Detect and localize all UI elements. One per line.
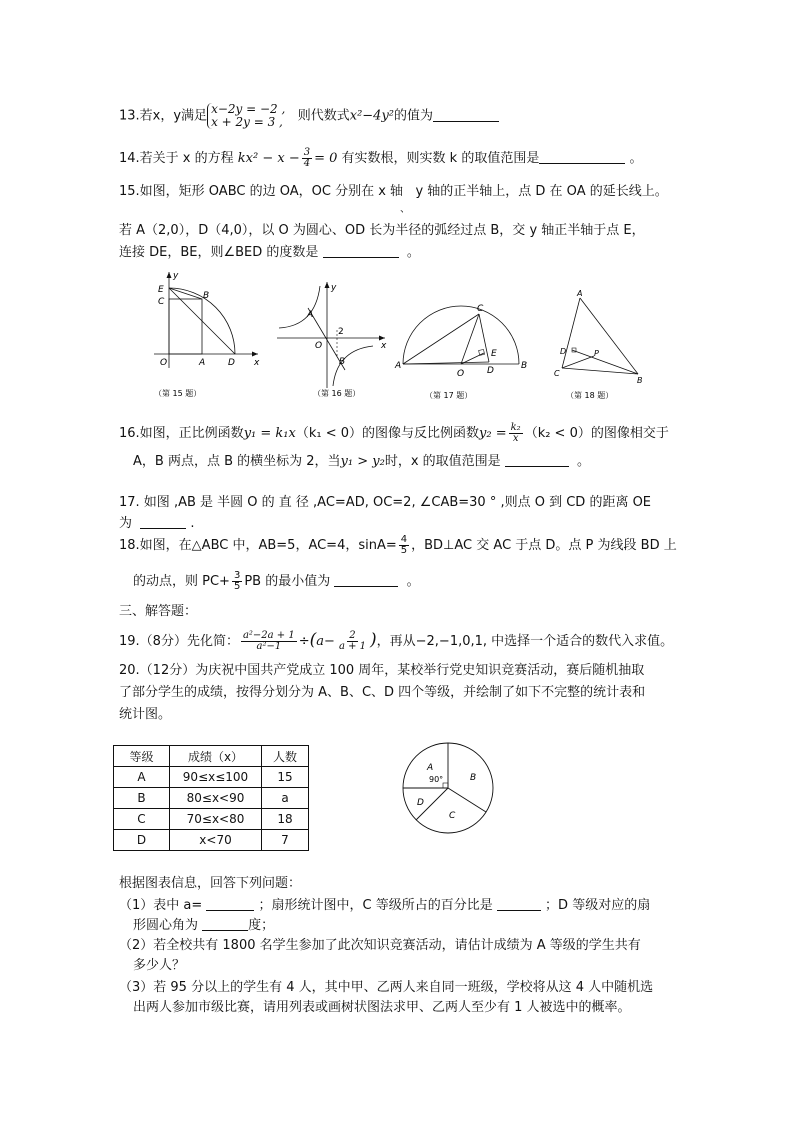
label-O: O — [160, 358, 168, 368]
answer-blank-18[interactable] — [334, 573, 398, 587]
question-14: 14.若关于 x 的方程 kx² − x − $\frac{3}{4}$ = 0 有实数根，则实数 k 的取值范围是 。 — [119, 147, 643, 169]
label-B: B — [637, 376, 643, 385]
question-13: 13.若x，y满足 x−2y = −2 , x + 2y = 3 , 则代数式x²−4y²的值为 — [119, 103, 499, 129]
label-D: D — [487, 366, 494, 376]
answer-blank-17[interactable] — [140, 515, 186, 529]
figure-15 — [148, 268, 266, 408]
side-AB — [580, 298, 638, 374]
label-B: B — [203, 291, 210, 301]
separator-mark: 、 — [400, 204, 410, 215]
question-20: 20.（12分）为庆祝中国共产党成立 100 周年，某校举行党史知识竞赛活动，赛后随机抽取 — [119, 663, 645, 678]
label-A: A — [199, 358, 206, 368]
label-B: B — [339, 357, 346, 367]
caption-15: （第 15 题） — [154, 389, 202, 398]
caption-17: （第 17 题） — [425, 391, 473, 400]
pie-label-D: D — [417, 798, 424, 808]
answer-blank-13[interactable] — [433, 108, 499, 122]
caption-18: （第 18 题） — [566, 391, 614, 400]
sub-question-3: （3）若 95 分以上的学生有 4 人，其中甲、乙两人来自同一班级，学校将从这 4 人中随机选 — [119, 980, 654, 995]
hyperbola-branch-left — [279, 286, 320, 328]
sub-question-1: （1）表中 a= ；扇形统计图中，C 等级所占的百分比是 ；D 等级对应的扇 — [119, 898, 651, 913]
table-row: B 80≤x<90 a — [114, 788, 309, 809]
y-axis-arrow — [325, 282, 330, 288]
table-header-row: 等级 成绩（x） 人数 — [114, 746, 309, 767]
segment-AC — [403, 314, 479, 364]
label-y: y — [331, 283, 337, 293]
answer-blank-d-angle[interactable] — [202, 917, 248, 931]
x-axis-arrow — [252, 352, 258, 357]
table-row: C 70≤x<80 18 — [114, 809, 309, 830]
label-D: D — [228, 358, 235, 368]
question-18: 18.如图，在△ABC 中，AB=5，AC=4，sinA= $\frac{4}{5}$ ，BD⊥AC 交 AC 于点 D。点 P 为线段 BD 上 — [119, 534, 677, 556]
right-angle-mark — [443, 783, 448, 788]
answer-blank-c-percent[interactable] — [497, 897, 541, 911]
label-B: B — [521, 361, 528, 371]
label-2: 2 — [338, 327, 344, 337]
figure-16 — [275, 278, 393, 408]
pie-label-B: B — [470, 773, 477, 783]
label-O: O — [315, 341, 323, 351]
label-P: P — [594, 349, 599, 358]
question-17: 17. 如图 ,AB 是 半圆 O 的 直 径 ,AC=AD, OC=2, ∠CAB=30 ° ,则点 O 到 CD 的距离 OE — [119, 495, 652, 510]
label-C: C — [158, 297, 165, 307]
segment-BD — [572, 350, 638, 374]
answer-blank-a[interactable] — [206, 897, 254, 911]
pie-label-A: A — [427, 763, 434, 773]
question-16: 16.如图，正比例函数y₁ = k₁x（k₁ < 0）的图像与反比例函数y₂ = $\frac{\text{k₂}}{x}$ （k₂ < 0）的图像相交于 — [119, 422, 669, 444]
label-C: C — [477, 304, 484, 314]
side-AC — [562, 298, 580, 368]
grade-table — [113, 745, 309, 851]
label-C: C — [554, 369, 560, 378]
label-y: y — [173, 271, 179, 281]
question-19: 19.（8分）先化简： $\frac{\text{a²−2a + 1}}{\text{a²−1}}$ ÷(a− $\frac{2}{a + 1}$ )，再从−2,−1,0,1, 中选择一个适合的数代入求值。 — [119, 630, 674, 652]
answer-blank-15[interactable] — [323, 244, 399, 258]
table-row: D x<70 7 — [114, 830, 309, 851]
side-BC — [562, 368, 638, 374]
caption-16: （第 16 题） — [313, 389, 361, 398]
label-E: E — [491, 349, 497, 359]
y-axis-arrow — [167, 272, 172, 278]
figure-18 — [548, 286, 658, 408]
label-A: A — [577, 289, 583, 298]
label-D: D — [560, 347, 567, 356]
label-A: A — [307, 310, 314, 320]
equation-system: x−2y = −2 , x + 2y = 3 , — [207, 103, 285, 129]
pie-angle-label: 90° — [429, 775, 444, 784]
table-row: A 90≤x≤100 15 — [114, 767, 309, 788]
label-O: O — [457, 369, 465, 379]
question-15: 15.如图，矩形 OABC 的边 OA，OC 分别在 x 轴 y 轴的正半轴上，点 D 在 OA 的延长线上。 — [119, 184, 668, 199]
answer-blank-14[interactable] — [539, 150, 625, 164]
segment-PC — [562, 356, 594, 368]
rectangle-OABC — [169, 299, 202, 354]
label-x: x — [381, 341, 387, 351]
x-axis-arrow — [379, 336, 385, 341]
semicircle — [403, 306, 519, 364]
questions-intro: 根据图表信息，回答下列问题： — [119, 876, 302, 891]
label-A: A — [395, 361, 402, 371]
section-heading: 三、解答题： — [119, 604, 198, 619]
pie-divider-right — [448, 788, 486, 812]
label-E: E — [158, 285, 164, 295]
answer-blank-16[interactable] — [505, 453, 569, 467]
pie-label-C: C — [449, 811, 456, 821]
sub-question-2: （2）若全校共有 1800 名学生参加了此次知识竞赛活动，请估计成绩为 A 等级的学生共有 — [119, 938, 641, 953]
label-x: x — [254, 358, 260, 368]
pie-chart — [400, 740, 496, 836]
figure-17 — [395, 300, 528, 408]
